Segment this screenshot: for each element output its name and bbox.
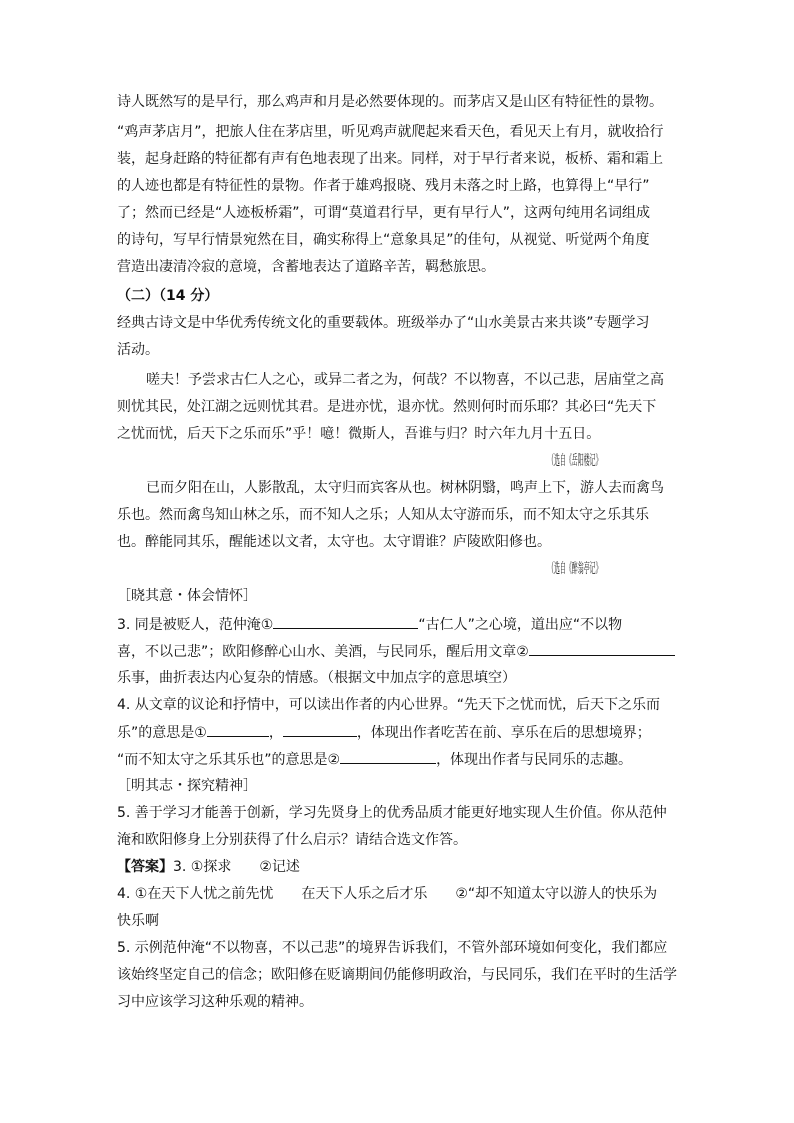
passage-1-source: （选自《岳阳楼记》 — [548, 453, 602, 469]
section-2-heading: （二）（14 分） — [117, 288, 219, 304]
question-3-line-2 — [117, 641, 677, 662]
passage-2-line-2: 乐也。然而禽鸟知山林之乐，而不知人之乐；人知从太守游而乐，而不知太守之乐其乐 — [117, 507, 649, 523]
question-4-line-3 — [117, 749, 677, 770]
question-4-comma: ， — [268, 725, 283, 741]
analysis-line-4: 的人迹也都是有特征性的景物。作者于雄鸡报晓、残月未落之时上路，也算得上“早行” — [117, 178, 650, 194]
analysis-line-1: 诗人既然写的是早行，那么鸡声和月是必然要体现的。而茅店又是山区有特征性的景物。 — [117, 94, 663, 110]
question-4-line-1: 4. 从文章的议论和抒情中，可以读出作者的内心世界。“先天下之忧而忧，后天下之乐而 — [117, 697, 661, 713]
answer-5-line-3: 习中应该学习这种乐观的精神。 — [117, 994, 313, 1010]
answer-5-line-2: 该始终坚定自己的信念；欧阳修在贬谪期间仍能修明政治，与民同乐，我们在平时的生活学 — [117, 967, 677, 983]
answer-blank-3-2[interactable] — [529, 641, 675, 656]
analysis-line-2: “鸡声茅店月”，把旅人住在茅店里，听见鸡声就爬起来看天色，看见天上有月，就收拾行 — [117, 124, 664, 140]
analysis-line-5: 了；然而已经是“人迹板桥霜”，可谓“莫道君行早，更有早行人”，这两句纯用名词组成 — [117, 205, 651, 221]
question-5-line-2: 淹和欧阳修身上分别获得了什么启示？请结合选文作答。 — [117, 832, 467, 848]
passage-2-source: （选自《醉翁亭记》 — [548, 561, 602, 577]
intro-line-1: 经典古诗文是中华优秀传统文化的重要载体。班级举办了“山水美景古来共谈”专题学习 — [117, 315, 650, 331]
answer-blank-4-1b[interactable] — [283, 722, 357, 737]
passage-2-line-1: 已而夕阳在山，人影散乱，太守归而宾客从也。树林阴翳，鸣声上下，游人去而禽鸟 — [146, 480, 664, 496]
analysis-line-3: 装，起身赶路的特征都有声有色地表现了出来。同样，对于早行者来说，板桥、霜和霜上 — [117, 151, 663, 167]
question-4-text-d: ，体现出作者与民同乐的志趣。 — [436, 752, 633, 768]
question-3-text-c: 喜，不以己悲”；欧阳修醉心山水、美酒，与民同乐，醒后用文章② — [117, 644, 529, 660]
answer-3-text: 3. ①探求 ②记述 — [173, 859, 300, 875]
answer-4-line-2: 快乐啊 — [117, 913, 159, 929]
passage-2-line-3: 也。醉能同其乐，醒能述以文者，太守也。太守谓谁？庐陵欧阳修也。 — [117, 534, 551, 550]
passage-1-line-2: 则忧其民，处江湖之远则忧其君。是进亦忧，退亦忧。然则何时而乐耶？其必曰“先天下 — [117, 399, 657, 415]
answer-blank-4-1a[interactable] — [207, 722, 269, 737]
section-understand-heading: ［晓其意・体会情怀］ — [117, 588, 257, 604]
passage-1-line-1: 嗟夫！予尝求古仁人之心，或异二者之为，何哉？不以物喜，不以己悲，居庙堂之高 — [146, 372, 664, 388]
question-3-line-1 — [117, 614, 677, 635]
question-4-text-b: ，体现出作者吃苦在前、享乐在后的思想境界； — [356, 725, 651, 741]
answer-blank-3-1[interactable] — [273, 614, 418, 629]
answer-5-line-1: 5. 示例范仲淹“不以物喜，不以己悲”的境界告诉我们，不管外部环境如何变化，我们都应 — [117, 940, 668, 956]
answer-4-line-1: 4. ①在天下人忧之前先忧 在天下人乐之后才乐 ②“却不知道太守以游人的快乐为 — [117, 886, 658, 902]
question-3-text-a: 3. 同是被贬人，范仲淹① — [117, 617, 274, 633]
intro-line-2: 活动。 — [117, 342, 159, 358]
answer-line-3 — [117, 857, 677, 877]
analysis-line-7: 营造出凄清冷寂的意境，含蓄地表达了道路辛苦，羁愁旅思。 — [117, 259, 495, 275]
question-5-line-1: 5. 善于学习才能善于创新，学习先贤身上的优秀品质才能更好地实现人生价值。你从范仲 — [117, 805, 667, 821]
question-3-line-3: 乐事，曲折表达内心复杂的情感。（根据文中加点字的意思填空） — [117, 670, 516, 686]
question-3-text-b: “古仁人”之心境，道出应“不以物 — [418, 617, 623, 633]
question-4-text-a: 乐”的意思是① — [117, 725, 207, 741]
answer-label: 【答案】 — [117, 859, 173, 875]
section-spirit-heading: ［明其志・探究精神］ — [117, 778, 257, 794]
analysis-line-6: 的诗句，写早行情景宛然在目，确实称得上“意象具足”的佳句，从视觉、听觉两个角度 — [117, 232, 650, 248]
question-4-text-c: “而不知太守之乐其乐也”的意思是② — [117, 752, 341, 768]
passage-1-line-3: 之忧而忧，后天下之乐而乐”乎！噫！微斯人，吾谁与归？时六年九月十五日。 — [117, 426, 601, 442]
question-4-line-2 — [117, 722, 677, 743]
answer-blank-4-2[interactable] — [340, 749, 436, 764]
